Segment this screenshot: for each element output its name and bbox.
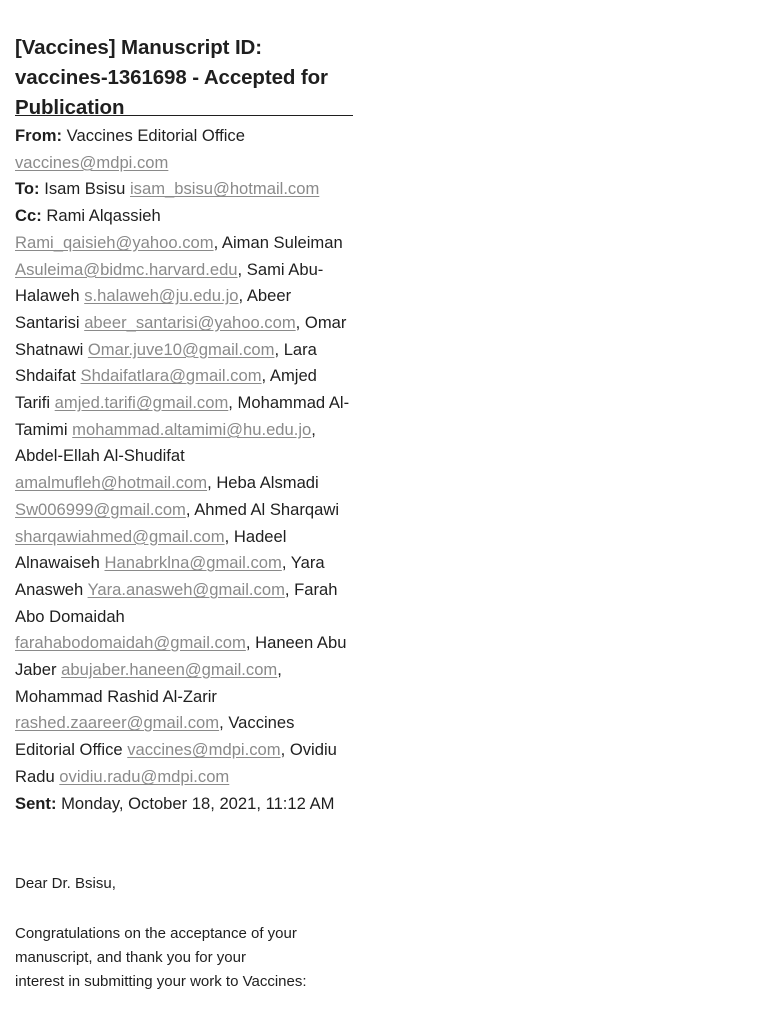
cc-recipient-email-link[interactable]: mohammad.altamimi@hu.edu.jo: [72, 419, 312, 439]
cc-recipient-name: Aiman Suleiman: [221, 232, 343, 252]
cc-recipient-email-link[interactable]: abeer_santarisi@yahoo.com: [84, 312, 296, 332]
body-line: interest in submitting your work to Vaccines:: [15, 973, 307, 990]
body-line: manuscript, and thank you for your: [15, 949, 246, 966]
cc-recipient-name: Sami Abu-Halaweh: [15, 259, 324, 306]
cc-recipient-email-link[interactable]: Shdaifatlara@gmail.com: [80, 366, 262, 386]
cc-recipient-name: Ovidiu Radu: [15, 740, 337, 786]
cc-separator: ,: [224, 526, 230, 546]
body-line: Congratulations on the acceptance of your: [15, 925, 297, 942]
cc-recipient-name: Omar Shatnawi: [15, 312, 347, 359]
cc-recipient-name: Farah Abo Domaidah: [15, 579, 338, 626]
cc-separator: ,: [274, 339, 280, 359]
cc-separator: ,: [295, 312, 301, 332]
cc-separator: ,: [284, 579, 290, 599]
cc-separator: ,: [311, 419, 316, 439]
to-email-link[interactable]: isam_bsisu@hotmail.com: [129, 179, 320, 199]
cc-recipient-name: Abeer Santarisi: [15, 286, 292, 332]
cc-recipient-name: Hadeel Alnawaiseh: [15, 526, 287, 573]
cc-recipient-name: Rami Alqassieh: [46, 206, 161, 226]
cc-separator: ,: [213, 232, 219, 252]
cc-recipient-name: Vaccines Editorial Office: [15, 713, 295, 760]
cc-separator: ,: [277, 660, 282, 680]
sent-label: Sent:: [15, 793, 57, 813]
from-email-link[interactable]: vaccines@mdpi.com: [15, 152, 169, 172]
cc-separator: ,: [280, 740, 286, 760]
cc-recipient-name: Mohammad Rashid Al-Zarir: [15, 686, 217, 706]
cc-recipient-name: Mohammad Al-Tamimi: [15, 393, 350, 439]
cc-separator: ,: [219, 713, 224, 733]
cc-label: Cc:: [15, 206, 42, 226]
cc-recipient-name: Amjed Tarifi: [15, 366, 317, 413]
to-name: Isam Bsisu: [44, 179, 126, 199]
cc-recipient-name: Lara Shdaifat: [15, 339, 317, 386]
cc-recipient-email-link[interactable]: Sw006999@gmail.com: [15, 499, 186, 519]
cc-separator: ,: [185, 499, 191, 519]
email-headers: [15, 123, 355, 817]
cc-recipient-email-link[interactable]: amalmufleh@hotmail.com: [15, 473, 208, 493]
email-greeting: Dear Dr. Bsisu,: [15, 875, 116, 892]
cc-recipient-email-link[interactable]: Yara.anasweh@gmail.com: [87, 579, 285, 599]
cc-recipient-name: Yara Anasweh: [15, 553, 325, 599]
cc-recipient-name: Haneen Abu Jaber: [15, 633, 347, 680]
to-label: To:: [15, 179, 40, 199]
cc-recipient-email-link[interactable]: amjed.tarifi@gmail.com: [54, 393, 229, 413]
cc-recipient-name: Heba Alsmadi: [216, 473, 319, 493]
cc-separator: ,: [228, 393, 233, 413]
cc-recipient-email-link[interactable]: Omar.juve10@gmail.com: [87, 339, 275, 359]
cc-recipient-email-link[interactable]: farahabodomaidah@gmail.com: [15, 633, 246, 653]
sent-row: [15, 791, 355, 818]
from-label: From:: [15, 126, 63, 145]
cc-separator: ,: [261, 366, 267, 386]
email-subject: [Vaccines] Manuscript ID: vaccines-1361698 - Accepted for Publication: [15, 36, 328, 119]
cc-recipient-email-link[interactable]: ovidiu.radu@mdpi.com: [59, 766, 230, 786]
cc-recipient-email-link[interactable]: rashed.zaareer@gmail.com: [15, 713, 220, 733]
cc-recipient-name: Abdel-Ellah Al-Shudifat: [15, 446, 185, 466]
cc-separator: ,: [281, 553, 287, 573]
header-divider: [15, 115, 353, 116]
to-row: [15, 176, 355, 203]
cc-recipient-email-link[interactable]: s.halaweh@ju.edu.jo: [84, 286, 239, 306]
email-body-paragraph: [15, 922, 345, 994]
cc-recipient-email-link[interactable]: abujaber.haneen@gmail.com: [61, 660, 278, 680]
from-name: Vaccines Editorial Office: [66, 126, 245, 145]
cc-separator: ,: [237, 259, 243, 279]
cc-recipient-email-link[interactable]: sharqawiahmed@gmail.com: [15, 526, 225, 546]
cc-row: [15, 203, 355, 790]
cc-recipient-email-link[interactable]: Rami_qaisieh@yahoo.com: [15, 232, 214, 252]
cc-recipient-email-link[interactable]: Asuleima@bidmc.harvard.edu: [15, 259, 238, 279]
cc-separator: ,: [238, 286, 244, 306]
cc-separator: ,: [207, 473, 212, 493]
sent-value: Monday, October 18, 2021, 11:12 AM: [61, 793, 335, 813]
cc-separator: ,: [245, 633, 251, 653]
from-row: [15, 123, 355, 176]
cc-recipient-email-link[interactable]: Hanabrklna@gmail.com: [104, 553, 282, 573]
cc-recipient-name: Ahmed Al Sharqawi: [194, 499, 340, 519]
cc-recipient-email-link[interactable]: vaccines@mdpi.com: [127, 740, 281, 760]
